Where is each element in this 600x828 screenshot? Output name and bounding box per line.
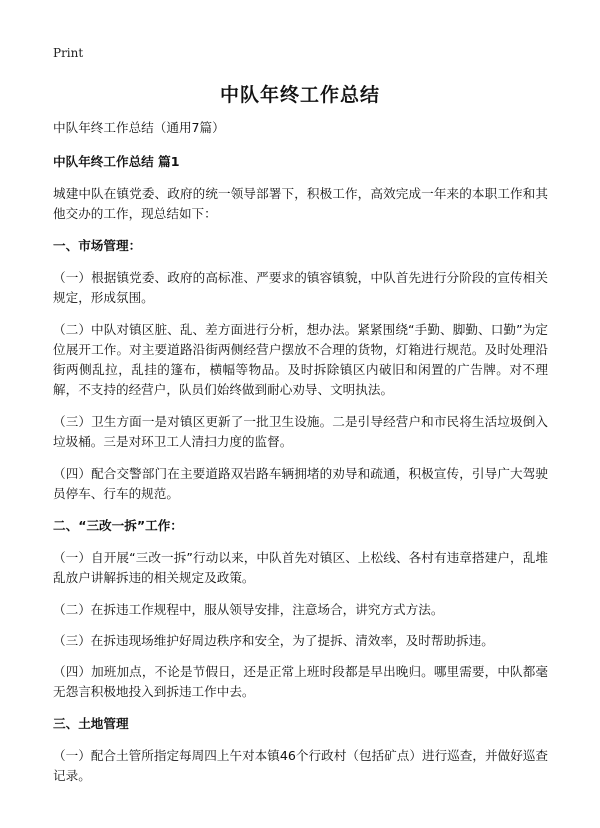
document-body [53,118,548,798]
intro-paragraph: 城建中队在镇党委、政府的统一领导部署下，积极工作，高效完成一年来的本职工作和其他交办的工作，现总结如下： [53,186,548,221]
paragraph: （三）在拆违现场维护好周边秩序和安全，为了提拆、清效率，及时帮助拆违。 [53,633,494,648]
paragraph: （二）中队对镇区脏、乱、差方面进行分析，想办法。紧紧围绕“手勤、脚勤、口勤”为定位展开工作。对主要道路沿街两侧经营户摆放不合理的货物，灯箱进行规范。及时处理沿街两侧乱拉，乱挂的篷布，横幅等物品。及时拆除镇区内破旧和闲置的广告牌。对不理解，不支持的经营户，队员们始终做到耐心劝导、文明执法。 [53,322,548,397]
print-label: Print [53,46,84,60]
paragraph: （三）卫生方面一是对镇区更新了一批卫生设施。二是引导经营户和市民将生活垃圾倒入垃圾桶。三是对环卫工人清扫力度的监督。 [53,414,548,449]
section-heading-demolition: 二、“三改一拆”工作： [53,518,183,533]
section-heading-land: 三、土地管理 [53,716,129,731]
paragraph: （一）根据镇党委、政府的高标准、严要求的镇容镇貌，中队首先进行分阶段的宣传相关规定，形成氛围。 [53,270,548,305]
paragraph: （一）自开展“三改一拆”行动以来，中队首先对镇区、上松线、各村有违章搭建户，乱堆乱放户讲解拆违的相关规定及政策。 [53,550,548,585]
paragraph: （四）加班加点，不论是节假日，还是正常上班时段都是早出晚归。哪里需要，中队都毫无怨言积极地投入到拆违工作中去。 [53,664,548,699]
paragraph: （二）在拆违工作规程中，服从领导安排，注意场合，讲究方式方法。 [53,602,444,617]
paragraph: （四）配合交警部门在主要道路双岩路车辆拥堵的劝导和疏通，积极宣传，引导广大驾驶员停车、行车的规范。 [53,466,548,501]
document-title: 中队年终工作总结 [219,84,380,106]
paragraph: （一）配合土管所指定每周四上午对本镇46个行政村（包括矿点）进行巡查，并做好巡查记录。 [53,748,548,783]
section-heading-market: 一、市场管理： [53,238,142,253]
document-subtitle: 中队年终工作总结（通用7篇） [53,120,225,135]
part-heading: 中队年终工作总结 篇1 [53,154,180,169]
